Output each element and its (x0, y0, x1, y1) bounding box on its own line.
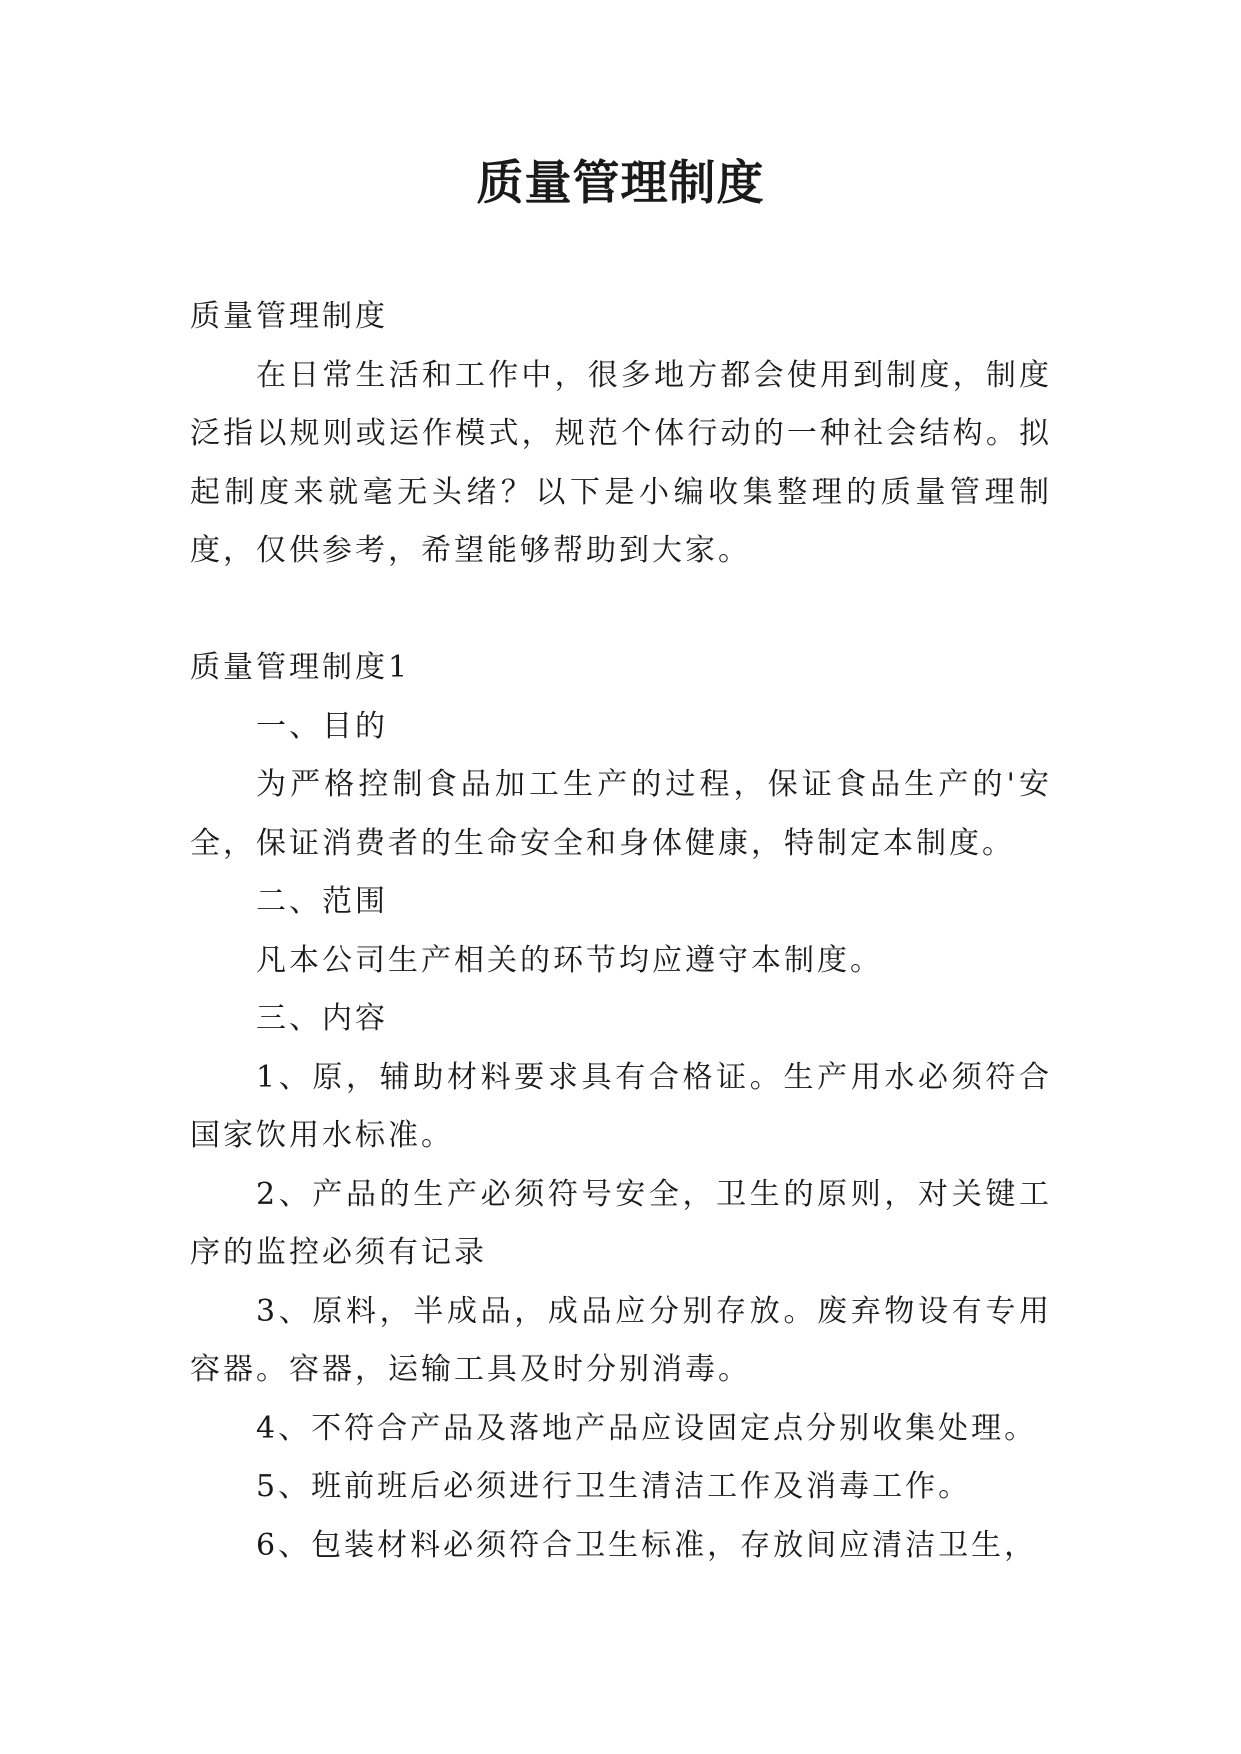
content-item-1: 1、原，辅助材料要求具有合格证。生产用水必须符合国家饮用水标准。 (190, 1059, 1052, 1153)
purpose-paragraph: 为严格控制食品加工生产的过程，保证食品生产的'安全，保证消费者的生命安全和身体健康，特制定本制度。 (190, 767, 1052, 861)
content-item-2: 2、产品的生产必须符号安全，卫生的原则，对关键工序的监控必须有记录 (190, 1176, 1052, 1270)
content-item-6: 6、包装材料必须符合卫生标准，存放间应清洁卫生， (256, 1527, 1038, 1563)
content-item-4: 4、不符合产品及落地产品应设固定点分别收集处理。 (256, 1410, 1038, 1446)
subheading-purpose: 一、目的 (256, 708, 388, 744)
scope-paragraph: 凡本公司生产相关的环节均应遵守本制度。 (256, 942, 883, 978)
subheading-scope: 二、范围 (256, 884, 388, 919)
intro-heading: 质量管理制度 (190, 299, 388, 334)
intro-paragraph: 在日常生活和工作中，很多地方都会使用到制度，制度泛指以规则或运作模式，规范个体行动的一种社会结构。拟起制度来就毫无头绪？以下是小编收集整理的质量管理制度，仅供参考，希望能够帮助到大家。 (190, 357, 1052, 568)
document-body (190, 288, 1052, 1575)
paragraph-gap (190, 581, 1052, 640)
content-item-3: 3、原料，半成品，成品应分别存放。废弃物设有专用容器。容器，运输工具及时分别消毒。 (190, 1293, 1052, 1387)
document-title: 质量管理制度 (476, 156, 765, 211)
content-item-5: 5、班前班后必须进行卫生清洁工作及消毒工作。 (256, 1469, 972, 1504)
section-heading: 质量管理制度1 (190, 650, 411, 685)
subheading-content: 三、内容 (256, 1001, 388, 1036)
